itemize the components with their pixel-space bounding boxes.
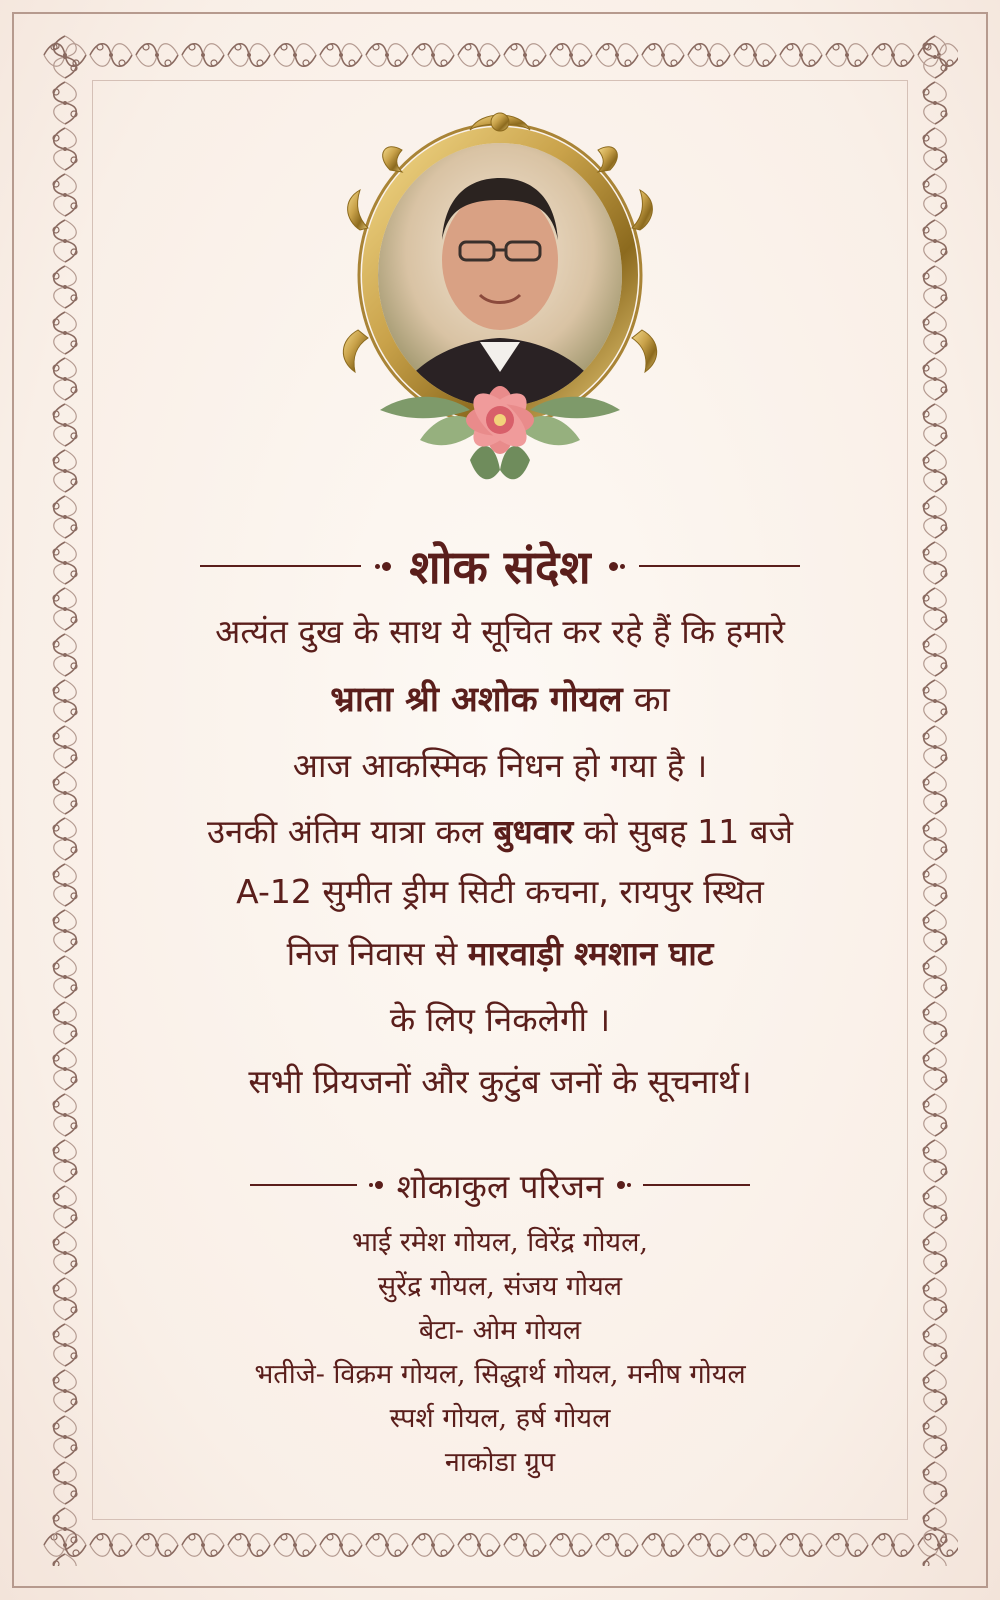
message-line-4 — [110, 808, 890, 853]
cremation-ground: मारवाड़ी श्मशान घाट — [467, 934, 714, 973]
address-line: A-12 सुमीत ड्रीम सिटी कचना, रायपुर स्थित — [236, 872, 764, 911]
family-line: स्पर्श गोयल, हर्ष गोयल — [389, 1403, 611, 1434]
day-name: बुधवार — [493, 812, 574, 851]
page-title: शोक संदेश — [409, 540, 591, 594]
message-line-4-a: उनकी अंतिम यात्रा कल — [206, 812, 494, 851]
message-line-8: सभी प्रियजनों और कुटुंब जनों के सूचनार्थ। — [248, 1062, 752, 1101]
ornamental-border-bottom — [42, 1524, 958, 1566]
ornamental-border-top — [42, 34, 958, 76]
family-dots-right — [617, 1181, 633, 1189]
family-dots-left — [367, 1181, 383, 1189]
message-line-4-b: को सुबह 11 बजे — [573, 812, 794, 851]
family-line: नाकोडा ग्रुप — [444, 1447, 556, 1478]
message-line-1: अत्यंत दुख के साथ ये सूचित कर रहे हैं कि हमारे — [215, 612, 785, 651]
family-line: सुरेंद्र गोयल, संजय गोयल — [377, 1271, 623, 1302]
divider-line-right — [639, 565, 800, 567]
divider-dots-right — [609, 562, 627, 571]
family-line: भाई रमेश गोयल, विरेंद्र गोयल, — [352, 1227, 648, 1258]
divider-line-left — [200, 565, 361, 567]
message-line-7: के लिए निकलेगी । — [389, 1000, 611, 1039]
message-line-3: आज आकस्मिक निधन हो गया है । — [292, 746, 708, 785]
family-divider-left — [250, 1184, 357, 1186]
portrait-frame — [320, 110, 680, 510]
family-line: बेटा- ओम गोयल — [418, 1315, 582, 1346]
family-line: भतीजे- विक्रम गोयल, सिद्धार्थ गोयल, मनीष गोयल — [254, 1359, 746, 1390]
deceased-name: भ्राता श्री अशोक गोयल — [330, 680, 623, 720]
family-heading: शोकाकुल परिजन — [396, 1166, 604, 1206]
heading-row — [200, 535, 800, 597]
flower-decoration — [380, 385, 620, 480]
message-line-2 — [110, 675, 890, 722]
ornamental-border-right — [912, 34, 958, 1566]
ornamental-border-left — [42, 34, 88, 1566]
family-divider-right — [643, 1184, 750, 1186]
divider-dots-left — [373, 562, 391, 571]
message-line-6-a: निज निवास से — [286, 934, 468, 973]
message-line-2-rest: का — [622, 680, 670, 720]
family-heading-row — [250, 1160, 750, 1210]
message-line-6 — [110, 930, 890, 975]
